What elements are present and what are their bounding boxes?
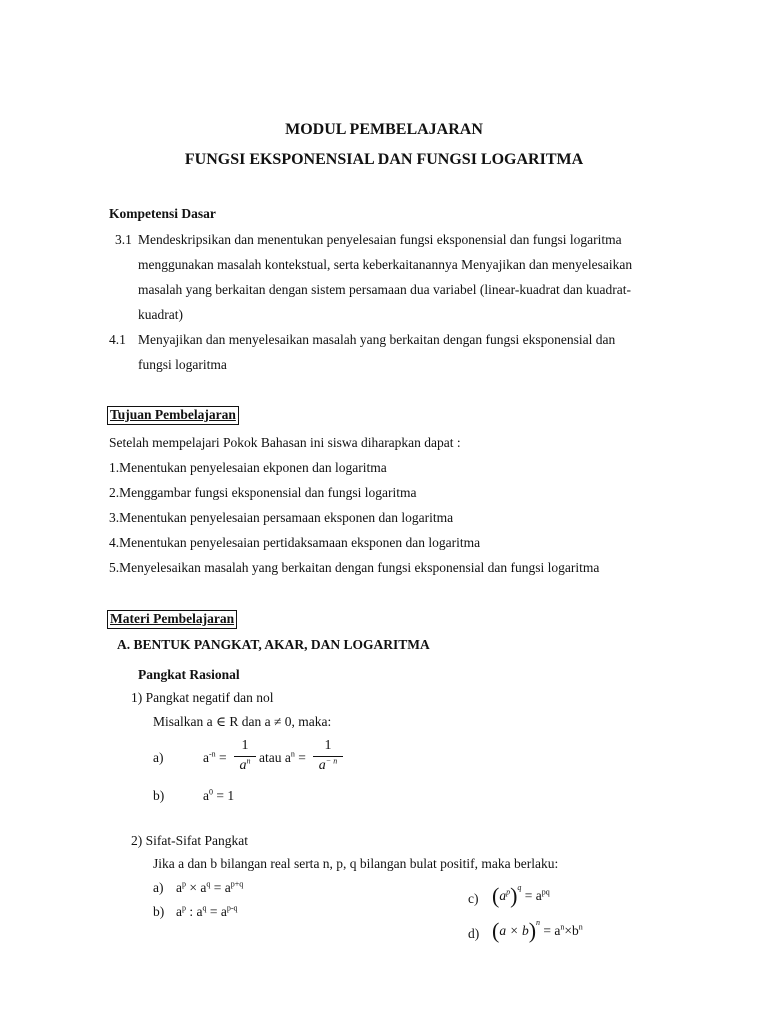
kompetensi-heading: Kompetensi Dasar	[109, 206, 216, 221]
tujuan-item: 1.Menentukan penyelesaian ekponen dan logaritma	[109, 460, 387, 475]
point-1-a-label: a)	[153, 750, 164, 765]
formula-power-of-power: $(a^p)^q = a^{pq}$	[492, 883, 550, 908]
kd-3-1-number: 3.1	[115, 232, 132, 247]
formula-product-rule: $a^p \times a^q = a^{p+q}$	[176, 879, 244, 895]
tujuan-intro: Setelah mempelajari Pokok Bahasan ini siswa diharapkan dapat :	[109, 435, 461, 450]
fraction-one-over-a-minus-n: 1 $a^{- n}$	[313, 738, 343, 774]
tujuan-item: 5.Menyelesaikan masalah yang berkaitan dengan fungsi eksponensial dan fungsi logaritma	[109, 560, 600, 575]
tujuan-item: 3.Menentukan penyelesaian persamaan eksponen dan logaritma	[109, 510, 454, 525]
formula-zero-exponent: $a^0 = 1$	[203, 787, 235, 803]
kd-3-1-line: Mendeskripsikan dan menentukan penyelesaian fungsi eksponensial dan fungsi logaritma	[138, 232, 622, 247]
kd-3-1-line: menggunakan masalah kontekstual, serta keberkaitanannya Menyajikan dan menyelesaikan	[138, 257, 633, 272]
materi-heading: Materi Pembelajaran	[107, 610, 237, 629]
point-2-intro: Jika a dan b bilangan real serta n, p, q bilangan bulat positif, maka berlaku:	[153, 856, 559, 871]
point-1-intro: Misalkan a ∈ R dan a ≠ 0, maka:	[153, 714, 332, 729]
point-2-label: 2) Sifat-Sifat Pangkat	[131, 833, 248, 848]
formula-quotient-rule: $a^p$ : $a^q = a^{p-q}$	[176, 903, 238, 919]
kd-4-1-number: 4.1	[109, 332, 126, 347]
point-2-d-label: d)	[468, 926, 480, 941]
kd-4-1-line: fungsi logaritma	[138, 357, 227, 372]
point-2-a-label: a)	[153, 880, 164, 895]
kd-3-1-line: masalah yang berkaitan dengan sistem persamaan dua variabel (linear-kuadrat dan kuadrat-	[138, 282, 632, 297]
title-line-2: FUNGSI EKSPONENSIAL DAN FUNGSI LOGARITMA	[184, 151, 584, 168]
title-line-1: MODUL PEMBELAJARAN	[285, 121, 483, 138]
kd-3-1-line: kuadrat)	[138, 307, 183, 322]
section-a-heading: A. BENTUK PANGKAT, AKAR, DAN LOGARITMA	[117, 637, 430, 652]
point-2-c-label: c)	[468, 891, 479, 906]
formula-atau: atau $a^n$ =	[259, 749, 306, 765]
point-1-b-label: b)	[153, 788, 165, 803]
kd-4-1-line: Menyajikan dan menyelesaikan masalah yang berkaitan dengan fungsi eksponensial dan	[138, 332, 616, 347]
fraction-one-over-a-n: 1 $a^n$	[234, 738, 256, 774]
point-2-b-label: b)	[153, 904, 165, 919]
pangkat-rasional-heading: Pangkat Rasional	[138, 667, 240, 682]
tujuan-heading: Tujuan Pembelajaran	[107, 406, 239, 425]
point-1-label: 1) Pangkat negatif dan nol	[131, 690, 274, 705]
tujuan-item: 4.Menentukan penyelesaian pertidaksamaan eksponen dan logaritma	[109, 535, 481, 550]
tujuan-item: 2.Menggambar fungsi eksponensial dan fungsi logaritma	[109, 485, 417, 500]
formula-power-of-product: $(a \times b)^n = a^n\times b^n$	[492, 918, 583, 943]
formula-negative-exponent: $a^{-n}$ =	[203, 749, 227, 765]
